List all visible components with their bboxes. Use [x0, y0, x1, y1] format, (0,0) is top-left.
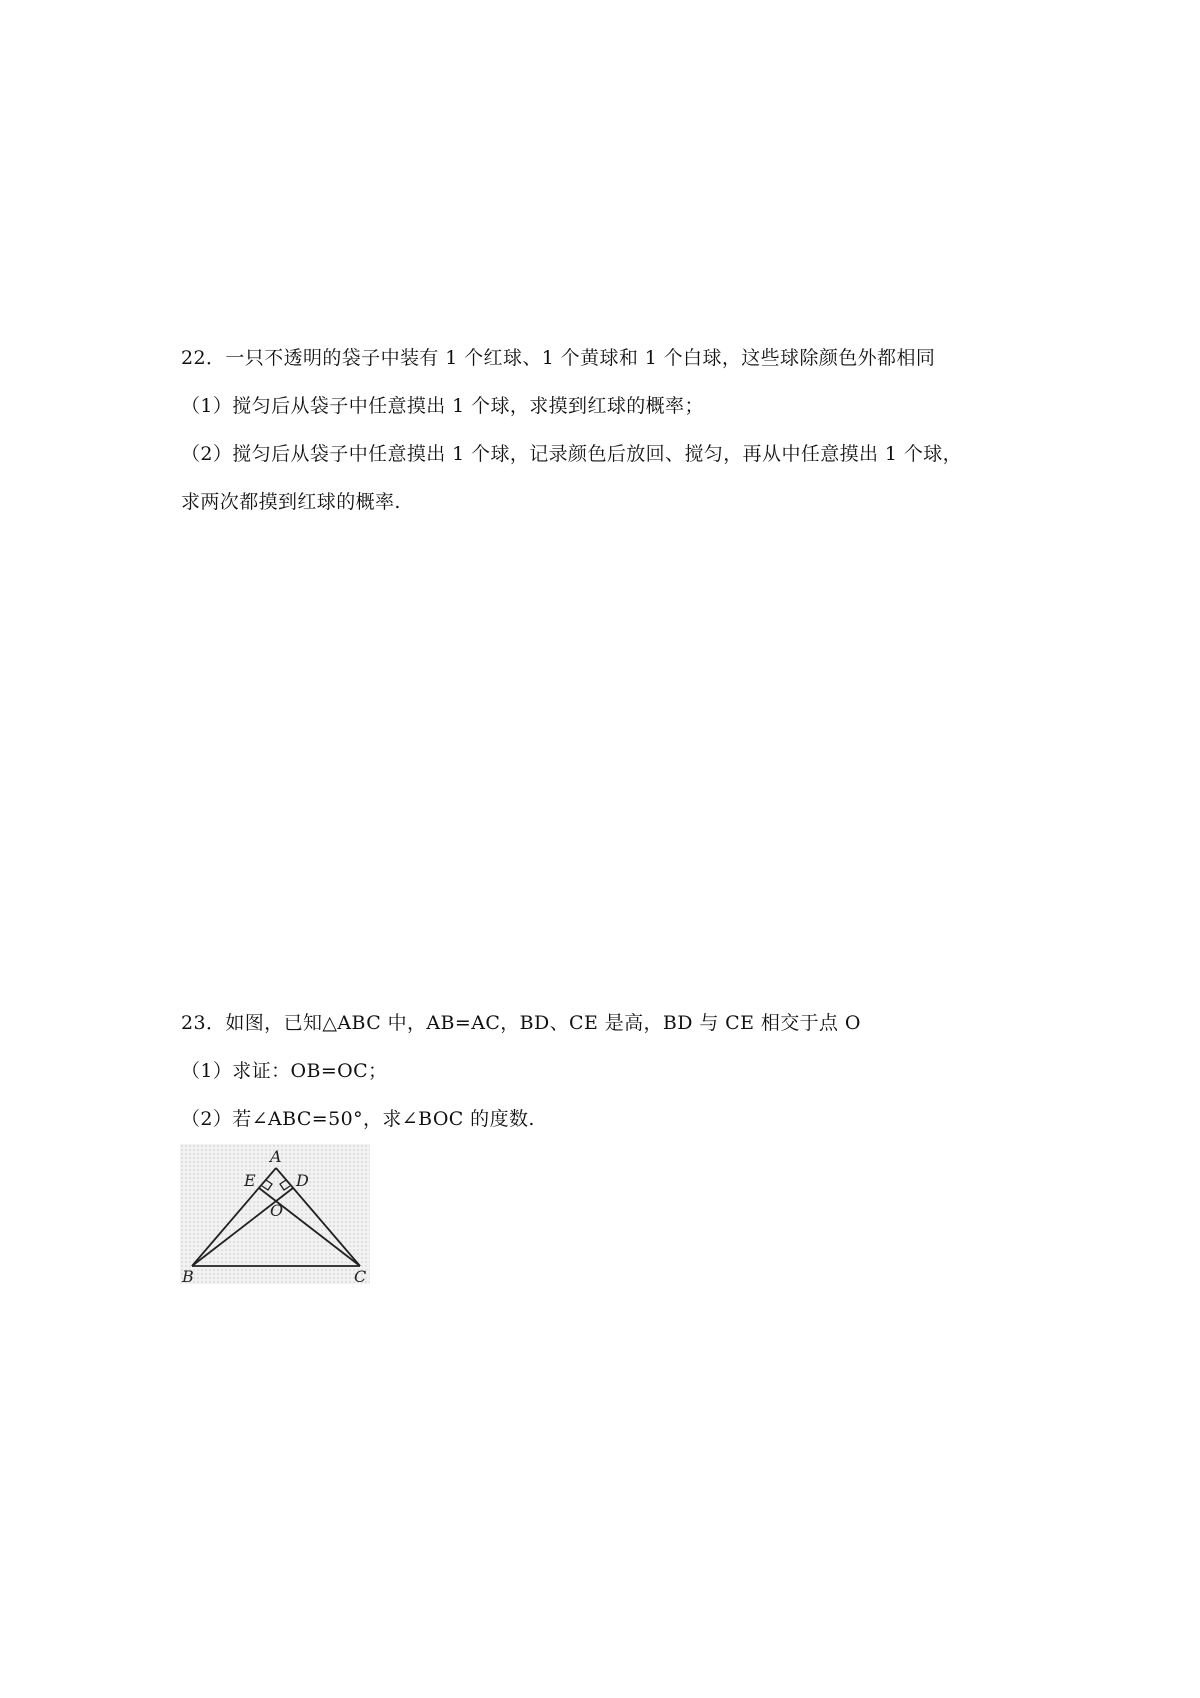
label-d: D	[296, 1171, 309, 1190]
q22-part2-line1: （2）搅匀后从袋子中任意摸出 1 个球，记录颜色后放回、搅匀，再从中任意摸出 1 个球，	[181, 443, 963, 465]
q22-part2-line2: 求两次都摸到红球的概率.	[181, 491, 401, 513]
label-e: E	[244, 1171, 256, 1190]
label-o: O	[270, 1201, 284, 1220]
side-ac	[276, 1168, 360, 1266]
triangle-figure	[180, 1144, 370, 1284]
altitude-bd	[192, 1188, 293, 1266]
q23-part1: （1）求证：OB=OC；	[181, 1060, 388, 1082]
q22-stem: 22．一只不透明的袋子中装有 1 个红球、1 个黄球和 1 个白球，这些球除颜色外都相同	[181, 347, 936, 369]
altitude-ce	[259, 1188, 360, 1266]
label-a: A	[270, 1147, 282, 1166]
label-c: C	[354, 1267, 367, 1286]
q23-stem: 23．如图，已知△ABC 中，AB=AC，BD、CE 是高，BD 与 CE 相交于点 O	[181, 1012, 861, 1034]
triangle-diagram	[180, 1144, 370, 1284]
side-ab	[192, 1168, 276, 1266]
q22-part1: （1）搅匀后从袋子中任意摸出 1 个球，求摸到红球的概率；	[181, 395, 704, 417]
q23-part2: （2）若∠ABC=50°，求∠BOC 的度数.	[181, 1108, 535, 1130]
label-b: B	[182, 1267, 194, 1286]
